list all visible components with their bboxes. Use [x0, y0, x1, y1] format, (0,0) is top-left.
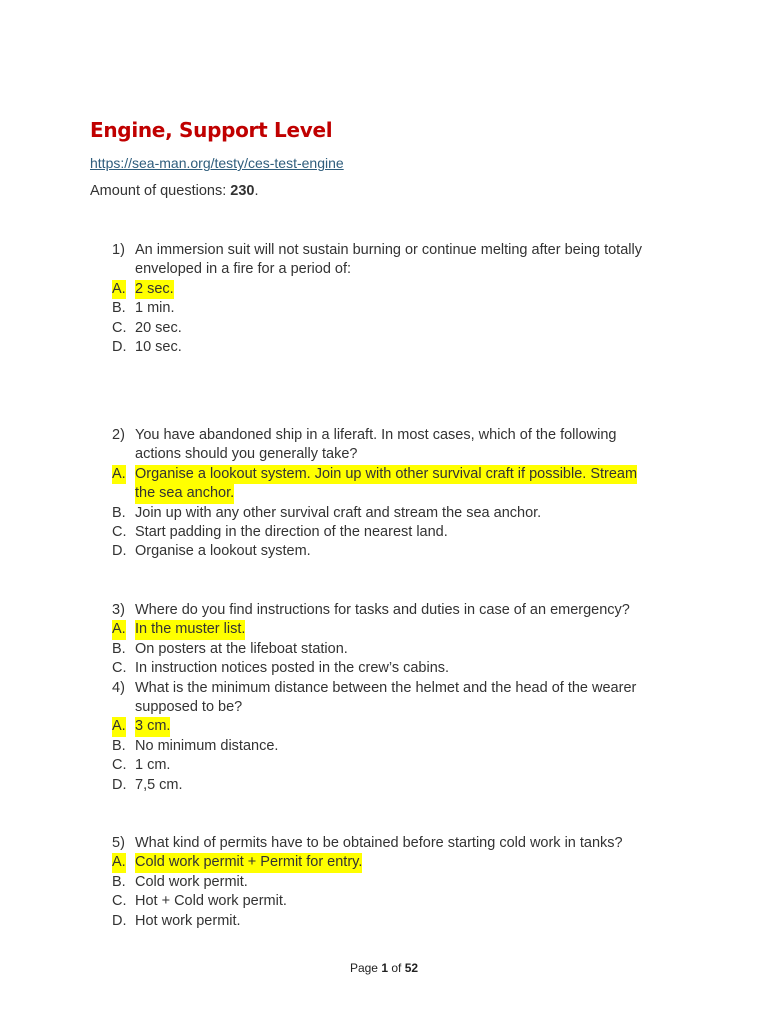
answer-option [0, 873, 768, 892]
question-number: 2) [112, 427, 125, 443]
answer-option [0, 776, 768, 795]
answer-letter: C. [112, 893, 127, 910]
answer-text: Hot + Cold work permit. [135, 893, 287, 910]
answer-letter: C. [112, 319, 127, 336]
answer-letter: A. [112, 280, 126, 299]
answer-text: On posters at the lifeboat station. [135, 640, 348, 657]
question-count-label: Amount of questions: [90, 183, 231, 199]
source-link[interactable]: https://sea-man.org/testy/ces-test-engine [90, 155, 344, 171]
question-text-line [0, 426, 768, 445]
answer-text: 7,5 cm. [135, 776, 183, 793]
answer-letter: A. [112, 717, 126, 736]
answer-text: Organise a lookout system. [135, 543, 311, 560]
page-of-label: of [388, 961, 405, 975]
answer-text: Hot work permit. [135, 912, 241, 929]
answer-letter: B. [112, 300, 126, 317]
answer-letter: C. [112, 757, 127, 774]
answer-letter: B. [112, 640, 126, 657]
answer-option-correct [0, 280, 768, 299]
answer-letter: A. [112, 465, 126, 484]
answer-text: 2 sec. [135, 280, 174, 299]
question-number: 5) [112, 835, 125, 851]
document-title: Engine, Support Level [90, 118, 333, 142]
answer-letter: C. [112, 523, 127, 540]
question-text-line [0, 601, 768, 620]
question-count-suffix: . [254, 183, 259, 199]
question-text: You have abandoned ship in a liferaft. In most cases, which of the following [135, 427, 617, 443]
answer-letter: D. [112, 543, 127, 560]
question-number: 4) [112, 679, 125, 696]
answer-text: Organise a lookout system. Join up with other survival craft if possible. Stream [135, 465, 637, 484]
page-total: 52 [404, 961, 419, 975]
answer-letter: B. [112, 737, 126, 754]
answer-letter: D. [112, 912, 127, 929]
question-text: What kind of permits have to be obtained before starting cold work in tanks? [135, 835, 623, 851]
answer-text: 1 cm. [135, 757, 171, 774]
question-text-continuation [0, 445, 768, 464]
answer-text: No minimum distance. [135, 737, 279, 754]
answer-option [0, 640, 768, 659]
question-block-5 [0, 834, 768, 931]
question-block-1 [0, 241, 768, 357]
question-text-line [0, 679, 768, 698]
answer-text: Cold work permit. [135, 873, 248, 890]
answer-text: the sea anchor. [135, 484, 234, 503]
page-footer [0, 961, 768, 975]
question-block-2 [0, 426, 768, 562]
question-text: What is the minimum distance between the helmet and the head of the wearer [135, 679, 637, 696]
question-count-value: 230 [230, 183, 255, 199]
question-text: An immersion suit will not sustain burning or continue melting after being totally [135, 242, 642, 258]
answer-option [0, 523, 768, 542]
answer-text: 1 min. [135, 300, 175, 317]
question-block-4 [0, 679, 768, 795]
answer-letter: A. [112, 620, 126, 639]
answer-text: Join up with any other survival craft and stream the sea anchor. [135, 504, 542, 521]
page-label: Page [349, 961, 382, 975]
question-text: Where do you find instructions for tasks and duties in case of an emergency? [135, 602, 630, 618]
question-text: actions should you generally take? [135, 446, 358, 463]
answer-option [0, 338, 768, 357]
answer-option [0, 504, 768, 523]
answer-option-correct [0, 465, 768, 484]
answer-option [0, 756, 768, 775]
answer-letter: C. [112, 660, 127, 677]
answer-option [0, 319, 768, 338]
question-number: 3) [112, 602, 125, 618]
answer-option [0, 659, 768, 678]
answer-option-correct [0, 853, 768, 872]
answer-text: In instruction notices posted in the crew’s cabins. [135, 660, 450, 677]
answer-option [0, 542, 768, 561]
answer-option [0, 912, 768, 931]
question-text-line [0, 834, 768, 853]
answer-option [0, 737, 768, 756]
page-number: 1 [381, 961, 388, 975]
answer-text: Cold work permit + Permit for entry. [135, 853, 362, 872]
answer-text: In the muster list. [135, 620, 245, 639]
question-text-continuation [0, 260, 768, 279]
answer-text: 10 sec. [135, 338, 182, 355]
answer-text: 20 sec. [135, 319, 182, 336]
answer-letter: B. [112, 873, 126, 890]
answer-letter: D. [112, 776, 127, 793]
answer-letter: D. [112, 338, 127, 355]
answer-letter: A. [112, 853, 126, 872]
question-block-3 [0, 601, 768, 679]
answer-letter: B. [112, 504, 126, 521]
question-text-line [0, 241, 768, 260]
answer-option-correct [0, 717, 768, 736]
answer-option-correct [0, 620, 768, 639]
question-text: enveloped in a fire for a period of: [135, 261, 352, 278]
answer-text: Start padding in the direction of the nearest land. [135, 523, 448, 540]
question-count [90, 183, 258, 199]
question-number: 1) [112, 242, 125, 258]
answer-text: 3 cm. [135, 717, 170, 736]
question-text-continuation [0, 698, 768, 717]
answer-option [0, 299, 768, 318]
answer-option-correct [0, 484, 768, 503]
answer-option [0, 892, 768, 911]
question-text: supposed to be? [135, 698, 243, 715]
